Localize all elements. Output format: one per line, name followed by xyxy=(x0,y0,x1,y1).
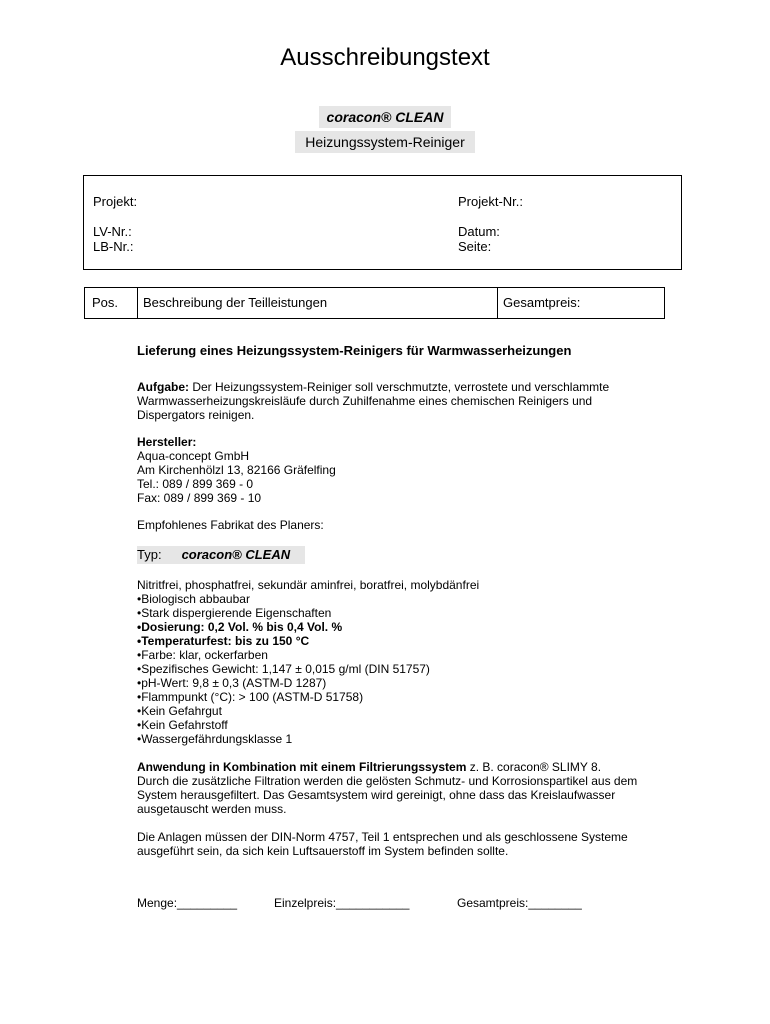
anwendung-text: ausgetauscht werden muss. xyxy=(137,802,287,816)
hersteller-line: Am Kirchenhölzl 13, 82166 Gräfelfing xyxy=(137,463,336,477)
feature-item: •Wassergefährdungsklasse 1 xyxy=(137,732,293,746)
projekt-label: Projekt: xyxy=(93,194,138,209)
table-divider xyxy=(137,288,138,318)
empfohlen-text: Empfohlenes Fabrikat des Planers: xyxy=(137,518,324,532)
project-info-box xyxy=(83,175,682,270)
projekt-nr-label: Projekt-Nr.: xyxy=(458,194,524,209)
norm-paragraph xyxy=(137,830,717,858)
section-heading: Lieferung eines Heizungssystem-Reinigers für Warmwasserheizungen xyxy=(137,343,572,358)
pos-header: Pos. xyxy=(92,295,119,310)
aufgabe-paragraph xyxy=(137,380,697,422)
menge-field: Menge:_________ xyxy=(137,896,238,910)
datum-label: Datum: xyxy=(458,224,500,239)
einzelpreis-field: Einzelpreis:___________ xyxy=(274,896,410,910)
lb-nr-label: LB-Nr.: xyxy=(93,239,134,254)
typ-value: coracon® CLEAN xyxy=(181,547,291,562)
aufgabe-text: Warmwasserheizungskreisläufe durch Zuhilfenahme eines chemischen Reinigers und xyxy=(137,394,593,408)
typ-row xyxy=(137,546,305,564)
anwendung-label: Anwendung in Kombination mit einem Filtrierungssystem xyxy=(137,760,467,774)
page-title: Ausschreibungstext xyxy=(280,44,490,71)
gesamtpreis-header: Gesamtpreis: xyxy=(503,295,581,310)
features-intro: Nitritfrei, phosphatfrei, sekundär aminfrei, boratfrei, molybdänfrei xyxy=(137,578,480,592)
table-divider xyxy=(497,288,498,318)
aufgabe-text: Dispergators reinigen. xyxy=(137,408,255,422)
lv-nr-label: LV-Nr.: xyxy=(93,224,132,239)
seite-label: Seite: xyxy=(458,239,492,254)
feature-item: •Flammpunkt (°C): > 100 (ASTM-D 51758) xyxy=(137,690,364,704)
anwendung-paragraph xyxy=(137,760,717,816)
norm-text: Die Anlagen müssen der DIN-Norm 4757, Teil 1 entsprechen und als geschlossene Systeme xyxy=(137,830,628,844)
gesamtpreis-field: Gesamtpreis:________ xyxy=(457,896,582,910)
norm-text: ausgeführt sein, da sich kein Luftsauerstoff im System befinden sollte. xyxy=(137,844,509,858)
hersteller-label: Hersteller: xyxy=(137,435,197,449)
feature-item: •Dosierung: 0,2 Vol. % bis 0,4 Vol. % xyxy=(137,620,343,634)
features-block xyxy=(137,578,697,746)
feature-item: •Kein Gefahrgut xyxy=(137,704,222,718)
feature-item: •Kein Gefahrstoff xyxy=(137,718,228,732)
feature-item: •Farbe: klar, ockerfarben xyxy=(137,648,268,662)
feature-item: •Stark dispergierende Eigenschaften xyxy=(137,606,332,620)
feature-item: •Temperaturfest: bis zu 150 °C xyxy=(137,634,310,648)
aufgabe-text: Der Heizungssystem-Reiniger soll verschmutzte, verrostete und verschlammte xyxy=(189,380,610,394)
hersteller-line: Tel.: 089 / 899 369 - 0 xyxy=(137,477,254,491)
hersteller-line: Fax: 089 / 899 369 - 10 xyxy=(137,491,262,505)
hersteller-line: Aqua-concept GmbH xyxy=(137,449,250,463)
features-list xyxy=(137,592,697,746)
beschreibung-header: Beschreibung der Teilleistungen xyxy=(143,295,328,310)
typ-label: Typ: xyxy=(137,547,162,562)
anwendung-text: Durch die zusätzliche Filtration werden die gelösten Schmutz- und Korrosionspartikel aus dem xyxy=(137,774,638,788)
product-name: coracon® CLEAN xyxy=(319,106,451,128)
anwendung-text: System herausgefiltert. Das Gesamtsystem wird gereinigt, ohne dass das Kreislaufwasser xyxy=(137,788,616,802)
product-subtitle: Heizungssystem-Reiniger xyxy=(295,131,475,153)
feature-item: •Spezifisches Gewicht: 1,147 ± 0,015 g/ml (DIN 51757) xyxy=(137,662,430,676)
position-table-header xyxy=(84,287,665,319)
feature-item: •Biologisch abbaubar xyxy=(137,592,250,606)
feature-item: •pH-Wert: 9,8 ± 0,3 (ASTM-D 1287) xyxy=(137,676,327,690)
aufgabe-label: Aufgabe: xyxy=(137,380,189,394)
anwendung-text: z. B. coracon® SLIMY 8. xyxy=(466,760,602,774)
hersteller-block xyxy=(137,435,697,505)
